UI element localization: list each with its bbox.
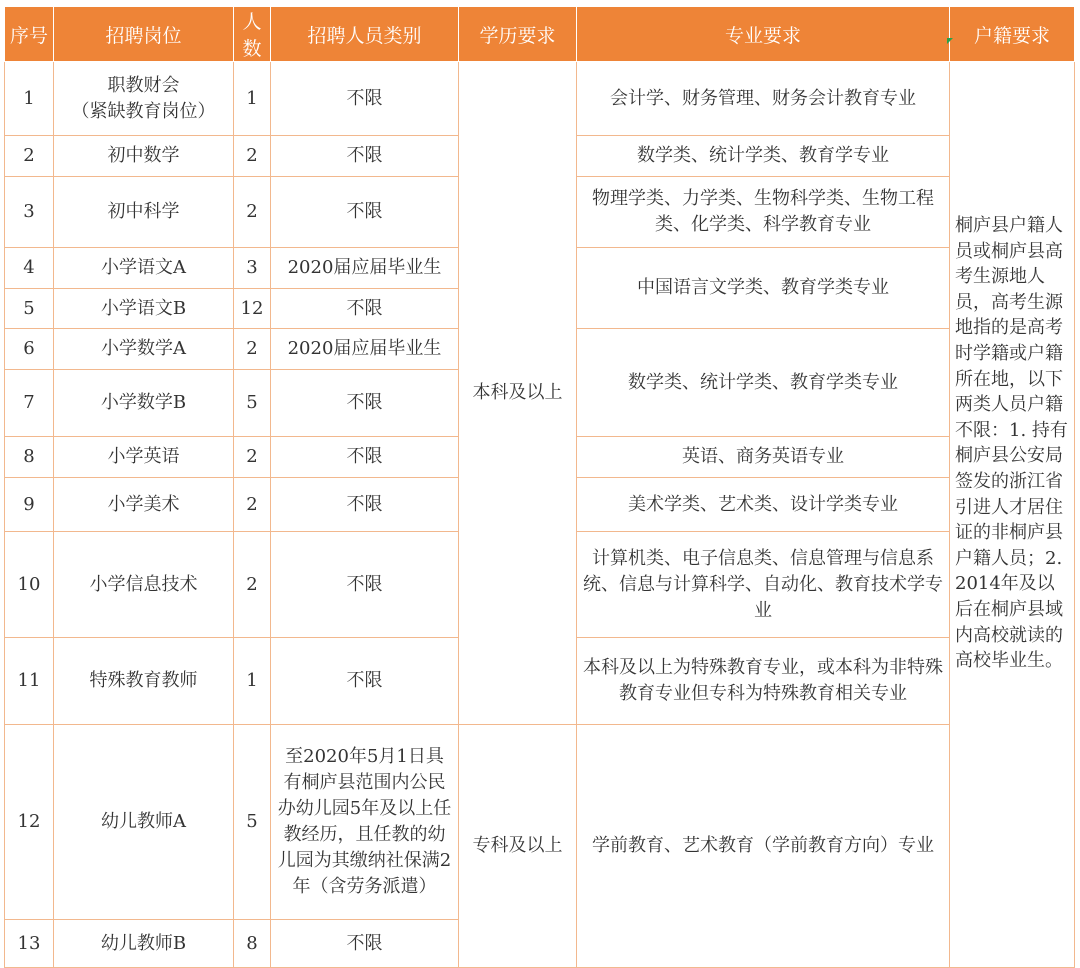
count-cell: 2 [234,329,271,370]
seq-cell: 10 [5,532,54,638]
count-cell: 8 [234,920,271,968]
count-cell: 2 [234,136,271,177]
post-line: （紧缺教育岗位） [71,100,216,122]
category-cell: 不限 [271,136,459,177]
major-cell: 学前教育、艺术教育（学前教育方向）专业 [577,725,950,968]
major-cell: 物理学类、力学类、生物科学类、生物工程类、化学类、科学教育专业 [577,177,950,248]
seq-cell: 11 [5,638,54,725]
seq-cell: 2 [5,136,54,177]
post-cell [54,62,234,136]
post-cell: 小学数学B [54,370,234,437]
post-cell: 小学信息技术 [54,532,234,638]
seq-cell: 3 [5,177,54,248]
post-cell: 小学语文B [54,289,234,329]
major-cell: 美术学类、艺术类、设计学类专业 [577,478,950,532]
major-cell: 计算机类、电子信息类、信息管理与信息系统、信息与计算科学、自动化、教育技术学专业 [577,532,950,638]
category-cell: 不限 [271,478,459,532]
category-cell: 不限 [271,177,459,248]
category-cell: 2020届应届毕业生 [271,329,459,370]
category-cell: 不限 [271,920,459,968]
category-cell: 至2020年5月1日具有桐庐县范围内公民办幼儿园5年及以上任教经历，且任教的幼儿园为其缴纳社保满2年（含劳务派遣） [271,725,459,920]
header-major: 专业要求 [577,7,950,62]
count-cell: 12 [234,289,271,329]
header-post: 招聘岗位 [54,7,234,62]
category-cell: 不限 [271,437,459,478]
recruitment-table [4,6,1075,968]
header-seq: 序号 [5,7,54,62]
post-cell: 小学数学A [54,329,234,370]
count-cell: 5 [234,725,271,920]
post-cell: 小学语文A [54,248,234,289]
seq-cell: 8 [5,437,54,478]
count-cell: 1 [234,62,271,136]
post-cell: 初中数学 [54,136,234,177]
post-cell: 特殊教育教师 [54,638,234,725]
header-count: 人数 [234,7,271,62]
count-cell: 5 [234,370,271,437]
hukou-cell: 桐庐县户籍人员或桐庐县高考生源地人员，高考生源地指的是高考时学籍或户籍所在地，以下两类人员户籍不限：1. 持有桐庐县公安局签发的浙江省引进人才居住证的非桐庐县户籍人员；2. 2014年及以后在桐庐县域内高校就读的高校毕业生。 [950,62,1075,968]
post-cell: 初中科学 [54,177,234,248]
seq-cell: 12 [5,725,54,920]
major-cell: 数学类、统计学类、教育学类专业 [577,329,950,437]
category-cell: 不限 [271,638,459,725]
post-cell: 幼儿教师A [54,725,234,920]
major-cell: 英语、商务英语专业 [577,437,950,478]
category-cell: 不限 [271,532,459,638]
count-cell: 2 [234,532,271,638]
seq-cell: 13 [5,920,54,968]
education-cell: 本科及以上 [459,62,577,725]
post-cell: 幼儿教师B [54,920,234,968]
header-row [5,7,1075,62]
category-cell: 不限 [271,62,459,136]
seq-cell: 1 [5,62,54,136]
count-cell: 3 [234,248,271,289]
seq-cell: 4 [5,248,54,289]
header-category: 招聘人员类别 [271,7,459,62]
count-cell: 1 [234,638,271,725]
category-cell: 不限 [271,289,459,329]
table-row [5,62,1075,136]
major-cell: 中国语言文学类、教育学类专业 [577,248,950,329]
seq-cell: 6 [5,329,54,370]
major-cell: 数学类、统计学类、教育学专业 [577,136,950,177]
major-cell: 会计学、财务管理、财务会计教育专业 [577,62,950,136]
header-education: 学历要求 [459,7,577,62]
seq-cell: 7 [5,370,54,437]
seq-cell: 9 [5,478,54,532]
category-cell: 2020届应届毕业生 [271,248,459,289]
count-cell: 2 [234,437,271,478]
table-row [5,725,1075,920]
post-cell: 小学美术 [54,478,234,532]
education-cell: 专科及以上 [459,725,577,968]
seq-cell: 5 [5,289,54,329]
category-cell: 不限 [271,370,459,437]
count-cell: 2 [234,177,271,248]
count-cell: 2 [234,478,271,532]
header-hukou: 户籍要求 [950,7,1075,62]
post-cell: 小学英语 [54,437,234,478]
cell-comment-marker [947,38,953,44]
major-cell: 本科及以上为特殊教育专业，或本科为非特殊教育专业但专科为特殊教育相关专业 [577,638,950,725]
post-line: 职教财会 [107,74,180,96]
